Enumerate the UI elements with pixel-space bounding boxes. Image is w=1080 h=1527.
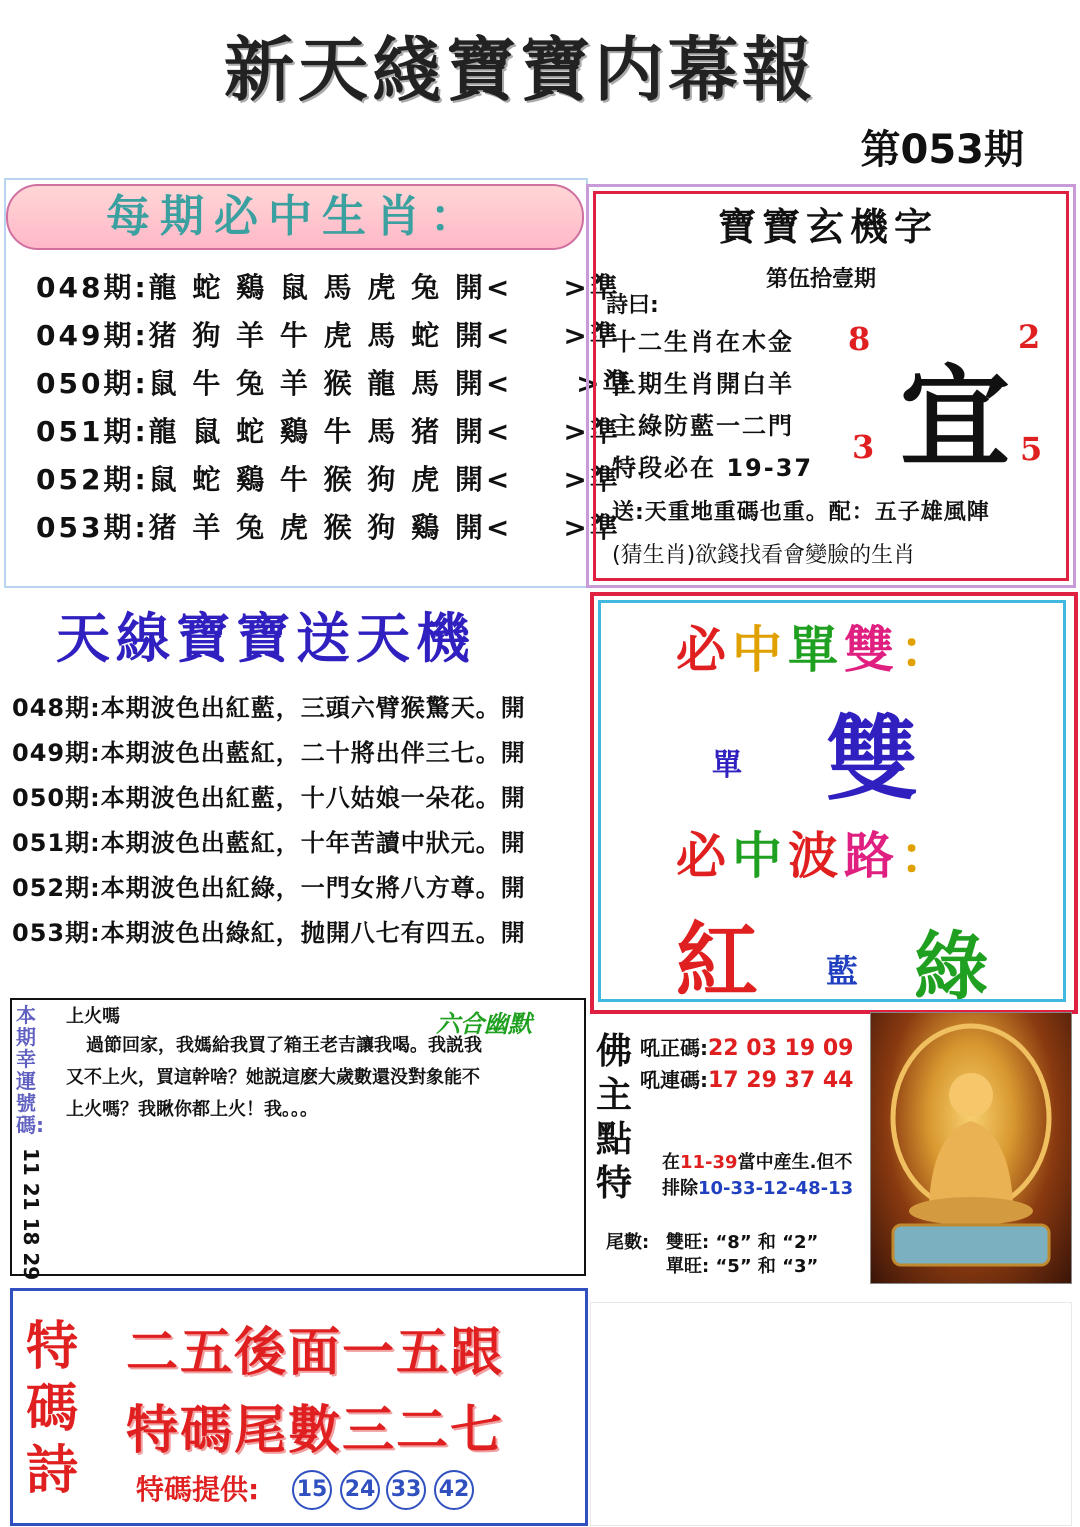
tianji-row: 049期:本期波色出藍紅，二十將出伴三七。開 xyxy=(12,739,526,767)
note-range: 11-39 xyxy=(680,1152,738,1173)
blank-panel xyxy=(590,1302,1072,1526)
note-text: 當中産生.但不 xyxy=(737,1152,853,1173)
issue-number: 第053期 xyxy=(860,127,1024,173)
wave-green: 綠 xyxy=(914,924,988,1010)
hou-zheng-row xyxy=(640,1032,853,1061)
number-ball: 15 xyxy=(292,1470,332,1510)
poem-line: 上期生肖開白羊 xyxy=(612,370,794,398)
zodiac-heading: 每期必中生肖： xyxy=(6,184,584,250)
buddha-label: 佛主點特 xyxy=(596,1031,633,1204)
special-poem-label: 特碼詩 xyxy=(26,1317,79,1501)
wave-blue: 藍 xyxy=(826,952,859,990)
number-ball: 33 xyxy=(386,1470,426,1510)
zodiac-row: 050期:鼠 牛 兔 羊 猴 龍 馬 開< >準 xyxy=(36,367,634,400)
tail-label: 尾數: xyxy=(606,1232,650,1253)
tianji-row: 050期:本期波色出紅藍，十八姑娘一朵花。開 xyxy=(12,784,526,812)
tianji-row: 048期:本期波色出紅藍，三頭六臂猴驚天。開 xyxy=(12,694,526,722)
number-ball: 24 xyxy=(340,1470,380,1510)
zodiac-row: 048期:龍 蛇 鷄 鼠 馬 虎 兔 開< >準 xyxy=(36,271,621,304)
wave-red: 紅 xyxy=(676,914,759,1009)
hou-zheng-label: 吼正碼: xyxy=(640,1036,708,1060)
odd-even-heading: 必中單雙： xyxy=(676,621,956,679)
poem-said: 詩曰: xyxy=(606,293,659,318)
hou-lian-label: 吼連碼: xyxy=(640,1068,708,1092)
buddha-figure-icon xyxy=(871,1013,1071,1283)
note-text: 在 xyxy=(662,1152,680,1173)
hou-lian-row xyxy=(640,1064,853,1093)
poem-guess: (猜生肖)欲錢找看會變臉的生肖 xyxy=(612,543,916,568)
poem-big-character: 宜 xyxy=(900,353,1010,482)
odd-label: 單 xyxy=(712,748,742,783)
lucky-number-label: 本期幸運號碼: xyxy=(16,1003,44,1137)
tianji-row: 051期:本期波色出藍紅，十年苦讀中狀元。開 xyxy=(12,829,526,857)
special-poem-line: 二五後面一五跟 xyxy=(126,1323,505,1383)
poem-line: 十二生肖在木金 xyxy=(612,328,794,356)
zodiac-row: 051期:龍 鼠 蛇 鷄 牛 馬 猪 開< >準 xyxy=(36,415,621,448)
buddha-note xyxy=(662,1150,853,1202)
tianji-row: 052期:本期波色出紅綠，一門女將八方尊。開 xyxy=(12,874,526,902)
special-provide-label: 特碼提供: xyxy=(136,1473,260,1506)
even-label: 雙 xyxy=(826,706,919,813)
hou-zheng-numbers: 22 03 19 09 xyxy=(708,1036,854,1061)
tail-double: 雙旺: “8” 和 “2” xyxy=(666,1232,819,1253)
poem-issue: 第伍拾壹期 xyxy=(765,267,876,292)
poem-digit: 5 xyxy=(1020,430,1043,468)
tianji-heading: 天線寶寶送天機 xyxy=(56,607,476,670)
joke-title: 上火嗎 xyxy=(66,1006,120,1027)
number-ball: 42 xyxy=(434,1470,474,1510)
poem-digit: 3 xyxy=(852,428,875,466)
tail-single: 單旺: “5” 和 “3” xyxy=(666,1256,819,1277)
poem-digit: 8 xyxy=(848,320,871,358)
note-exclude: 10-33-12-48-13 xyxy=(698,1178,854,1199)
poem-title: 寶寶玄機字 xyxy=(717,205,938,249)
poem-line: 特段必在 19-37 xyxy=(612,454,814,482)
poem-line: 主綠防藍一二門 xyxy=(612,412,794,440)
zodiac-row: 049期:猪 狗 羊 牛 虎 馬 蛇 開< >準 xyxy=(36,319,621,352)
tianji-row: 053期:本期波色出綠紅，抛開八七有四五。開 xyxy=(12,919,526,947)
hou-lian-numbers: 17 29 37 44 xyxy=(708,1068,854,1093)
page-title: 新天綫寶寶内幕報 xyxy=(224,29,816,111)
zodiac-row: 053期:猪 羊 兔 虎 猴 狗 鷄 開< >準 xyxy=(36,511,621,544)
lucky-numbers: 11 21 18 29 xyxy=(19,1148,43,1281)
zodiac-row: 052期:鼠 蛇 鷄 牛 猴 狗 虎 開< >準 xyxy=(36,463,621,496)
wave-heading: 必中波路： xyxy=(676,827,956,885)
special-poem-line: 特碼尾數三二七 xyxy=(126,1401,505,1461)
buddha-image xyxy=(870,1012,1072,1284)
poem-digit: 2 xyxy=(1018,318,1041,356)
note-text: 排除 xyxy=(662,1178,698,1199)
joke-tag: 六合幽默 xyxy=(436,1010,532,1038)
joke-body: 過節回家，我媽給我買了箱王老吉讓我喝。我説我又不上火，買這幹啥？她説這麽大歲數還没對象能不上火嗎？我瞅你都上火！我。。。 xyxy=(66,1035,482,1120)
poem-give: 送:天重地重碼也重。配：五子雄風陣 xyxy=(612,500,990,525)
